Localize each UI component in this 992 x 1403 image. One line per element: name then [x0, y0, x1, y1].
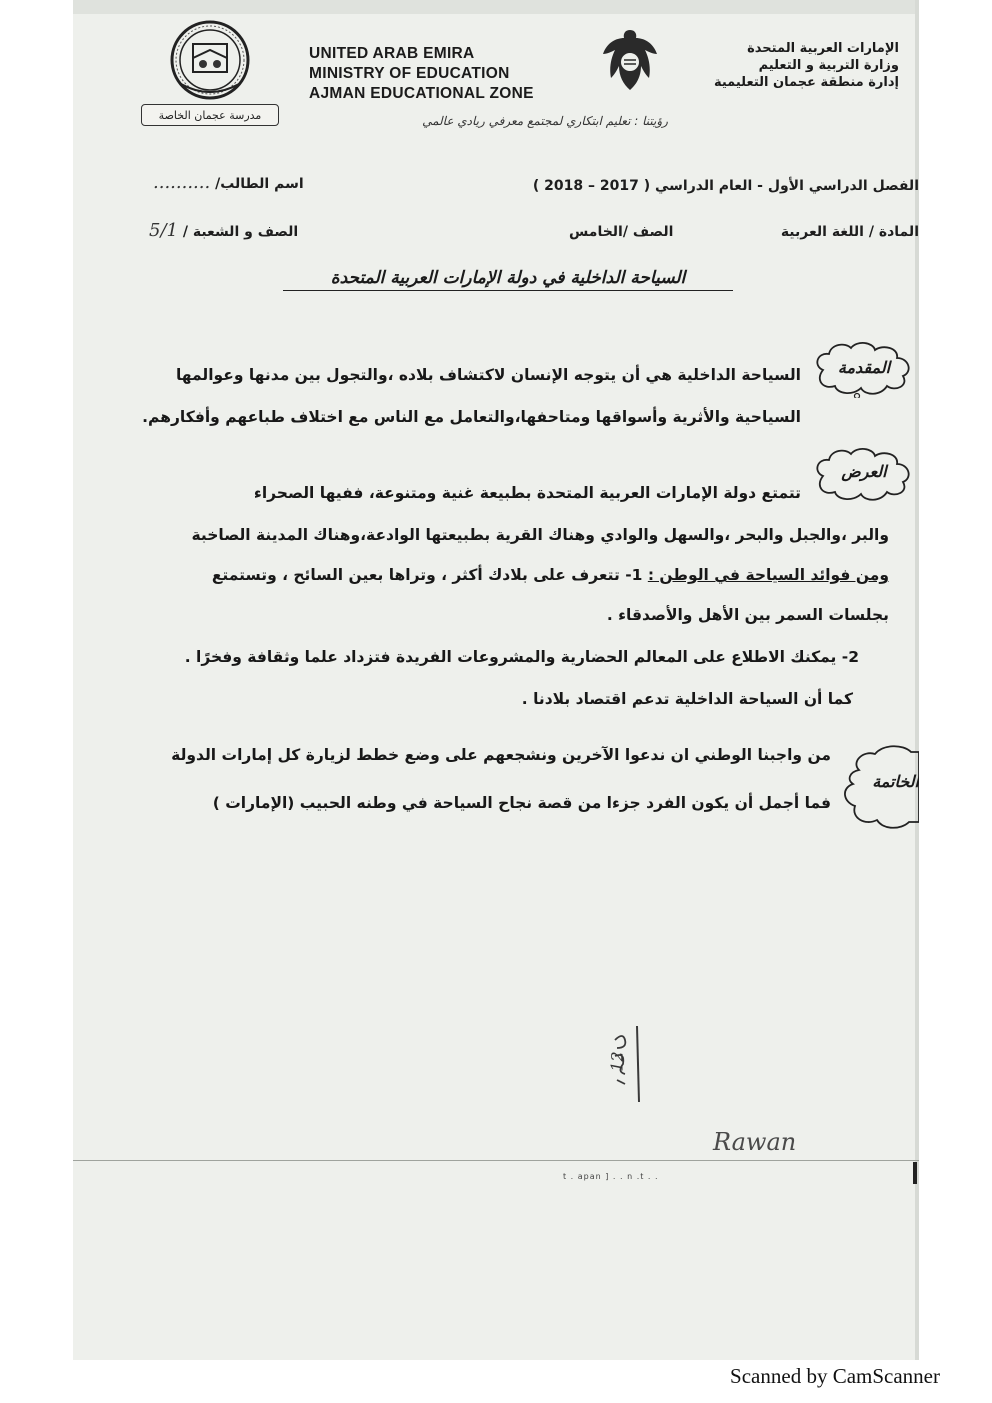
conclusion-line-2: فما أجمل أن يكون الفرد جزءا من قصة نجاح السياحة في وطنه الحبيب (الإمارات ) — [212, 794, 831, 812]
english-header-line-3: AJMAN EDUCATIONAL ZONE — [309, 85, 534, 102]
scanned-page — [73, 0, 919, 1360]
intro-label: المقدمة — [837, 358, 891, 377]
essay-title: السياحة الداخلية في دولة الإمارات العربية المتحدة — [283, 268, 733, 291]
benefit-one-prefix: 1- — [625, 566, 643, 584]
arabic-header-line-2: وزارة التربية و التعليم — [758, 58, 899, 73]
footer-mark: t . apan ] . . n .t . . — [563, 1172, 659, 1181]
class-section-row — [149, 220, 298, 241]
arabic-header-line-3: إدارة منطقة عجمان التعليمية — [713, 75, 899, 90]
school-name-label: مدرسة عجمان الخاصة — [141, 104, 279, 126]
student-name-value: .......... — [153, 172, 211, 193]
uae-emblem — [597, 24, 663, 96]
body-line-4: بجلسات السمر بين الأهل والأصدقاء . — [606, 606, 889, 624]
class-section-label: الصف و الشعبة / — [182, 224, 299, 240]
student-name-row — [153, 172, 304, 193]
signature — [713, 1128, 796, 1156]
body-line-5: 2- يمكنك الاطلاع على المعالم الحضارية والمشروعات الفريدة فتزداد علما وثقافة وفخرًا . — [184, 648, 859, 666]
english-header-line-2: MINISTRY OF EDUCATION — [309, 65, 510, 82]
school-logo — [141, 18, 279, 126]
grade-mark — [609, 1022, 649, 1106]
body-line-2: والبر ،والجبل والبحر ،والسهل والوادي وهناك القرية بطبيعتها الوادعة،وهناك المدينة الصاخبة — [191, 526, 889, 544]
signature-text: Rawan — [713, 1128, 797, 1156]
benefits-lead: ومن فوائد السياحة في الوطن : — [647, 566, 889, 584]
subject: المادة / اللغة العربية — [780, 224, 919, 240]
class-section-value: 5/1 — [149, 220, 178, 241]
footer-rule — [73, 1160, 919, 1161]
vision-statement: رؤيتنا : تعليم ابتكاري لمجتمع معرفي ريادي عالمي — [422, 114, 668, 128]
intro-line-1: السياحة الداخلية هي أن يتوجه الإنسان لاكتشاف بلاده ،والتجول بين مدنها وعوالمها — [175, 366, 801, 384]
scan-right-edge — [915, 0, 919, 1360]
body-cloud — [809, 446, 919, 504]
intro-cloud — [809, 340, 919, 398]
arabic-header — [714, 40, 899, 91]
body-line-1: تتمتع دولة الإمارات العربية المتحدة بطبيعة غنية ومتنوعة، ففيها الصحراء — [253, 484, 801, 502]
school-seal-icon — [141, 18, 279, 104]
intro-line-2: السياحية والأثرية وأسواقها ومتاحفها،والتعامل مع الناس مع اختلاف طباعهم وأفكارهم. — [142, 408, 801, 426]
grade-mark-text: 12 — [607, 1051, 627, 1072]
arabic-header-line-1: الإمارات العربية المتحدة — [747, 41, 899, 56]
student-name-label: اسم الطالب/ — [215, 176, 304, 192]
scanner-watermark: Scanned by CamScanner — [730, 1364, 940, 1388]
body-label: العرض — [841, 462, 887, 481]
english-header — [309, 44, 534, 104]
edge-mark — [913, 1162, 917, 1184]
body-line-6: كما أن السياحة الداخلية تدعم اقتصاد بلادنا . — [521, 690, 853, 708]
term-year: الفصل الدراسي الأول - العام الدراسي ( 2017 – 2018 ) — [532, 178, 919, 194]
benefit-one-text: تتعرف على بلادك أكثر ، وتراها بعين السائح ، وتستمتع — [211, 566, 620, 584]
conclusion-label: الخاتمة — [872, 772, 919, 791]
conclusion-line-1: من واجبنا الوطني ان ندعوا الآخرين ونشجعهم على وضع خطط لزيارة كل إمارات الدولة — [171, 746, 831, 764]
scan-top-edge — [73, 0, 919, 14]
conclusion-cloud — [839, 740, 919, 830]
benefits-row — [212, 566, 889, 584]
english-header-line-1: UNITED ARAB EMIRA — [309, 45, 475, 62]
falcon-emblem-icon — [597, 24, 663, 96]
grade: الصف /الخامس — [569, 224, 674, 240]
